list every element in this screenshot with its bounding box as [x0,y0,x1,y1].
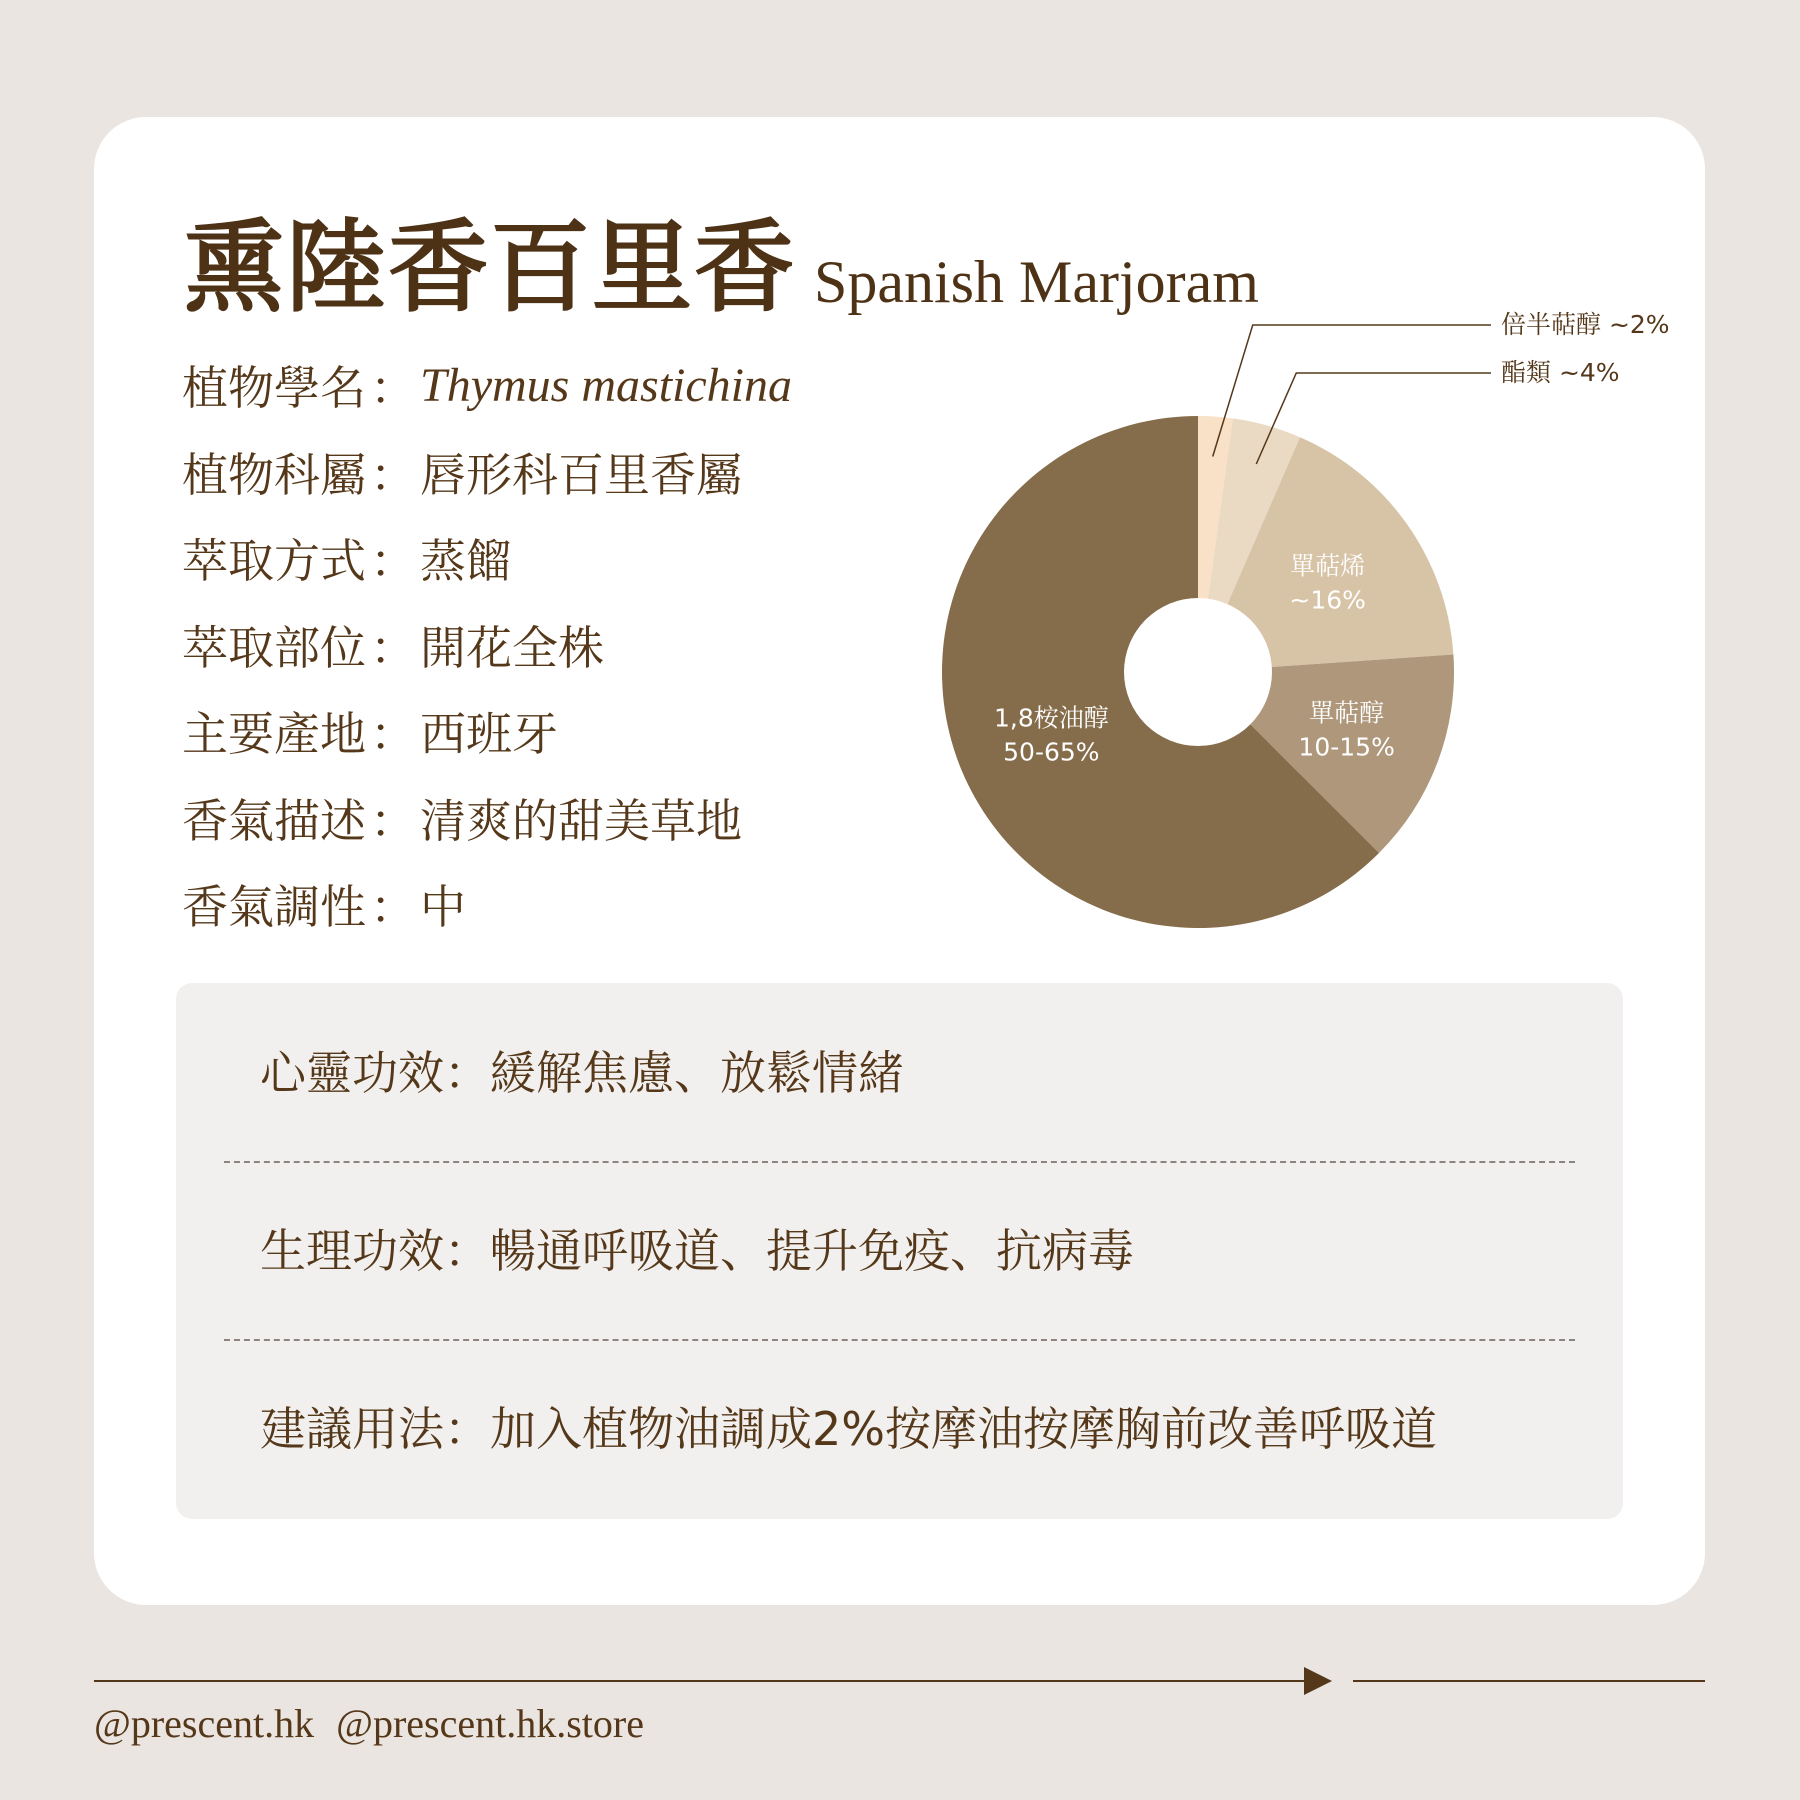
info-list [182,342,792,948]
benefit-value: 加入植物油調成2%按摩油按摩胸前改善呼吸道 [490,1402,1437,1456]
info-separator: ： [370,620,416,675]
info-label: 萃取部位 [182,620,366,675]
slice-name-label: 單萜醇 [1309,698,1385,728]
handle-link[interactable]: @prescent.hk [94,1701,315,1746]
benefits-panel [176,983,1623,1519]
page-title: 熏陸香百里香 [184,208,796,326]
info-separator: ： [370,361,416,416]
info-row [182,861,792,948]
slice-value-label: 10-15% [1298,732,1395,762]
benefit-separator: ： [444,1402,490,1456]
divider [224,1339,1575,1341]
slice-value-label: 50-65% [1003,737,1100,767]
donut-hole [1124,598,1272,746]
info-value: 清爽的甜美草地 [420,793,742,848]
info-label: 植物科屬 [182,447,366,502]
info-separator: ： [370,707,416,762]
benefit-row [260,1208,1583,1288]
info-row [182,429,792,516]
info-row [182,688,792,775]
page-subtitle: Spanish Marjoram [814,249,1259,315]
social-handles [94,1700,666,1747]
footer-line [1353,1680,1705,1682]
info-label: 香氣調性 [182,880,366,935]
benefit-value: 暢通呼吸道、提升免疫、抗病毒 [490,1224,1134,1278]
info-row [182,515,792,602]
title-row [184,187,1259,326]
info-value: 中 [420,880,466,935]
divider [224,1161,1575,1163]
info-row [182,775,792,862]
slice-outside-label: 倍半萜醇 ~2% [1501,310,1670,339]
slice-name-label: 1,8桉油醇 [993,703,1109,733]
footer-arrow-line [94,1680,1316,1682]
info-label: 植物學名 [182,361,366,416]
benefit-row [260,1030,1583,1110]
info-separator: ： [370,447,416,502]
slice-outside-label: 酯類 ~4% [1501,358,1620,387]
info-label: 主要產地 [182,707,366,762]
info-separator: ： [370,880,416,935]
info-value: 開花全株 [420,620,604,675]
info-value: 西班牙 [420,707,558,762]
info-value: 唇形科百里香屬 [420,447,742,502]
benefit-label: 生理功效 [260,1224,444,1278]
handle-link[interactable]: @prescent.hk.store [336,1701,644,1746]
info-label: 萃取方式 [182,534,366,589]
slice-value-label: ~16% [1289,585,1366,615]
info-row [182,342,792,429]
benefit-label: 建議用法 [260,1402,444,1456]
info-value: 蒸餾 [420,534,512,589]
benefit-row [260,1386,1583,1466]
info-row [182,602,792,689]
info-separator: ： [370,534,416,589]
benefit-separator: ： [444,1046,490,1100]
slice-name-label: 單萜烯 [1290,551,1366,581]
arrow-right-icon [1304,1667,1332,1695]
benefit-separator: ： [444,1224,490,1278]
benefit-label: 心靈功效 [260,1046,444,1100]
info-label: 香氣描述 [182,793,366,848]
info-separator: ： [370,793,416,848]
benefit-value: 緩解焦慮、放鬆情緒 [490,1046,904,1100]
info-value: Thymus mastichina [420,358,792,412]
